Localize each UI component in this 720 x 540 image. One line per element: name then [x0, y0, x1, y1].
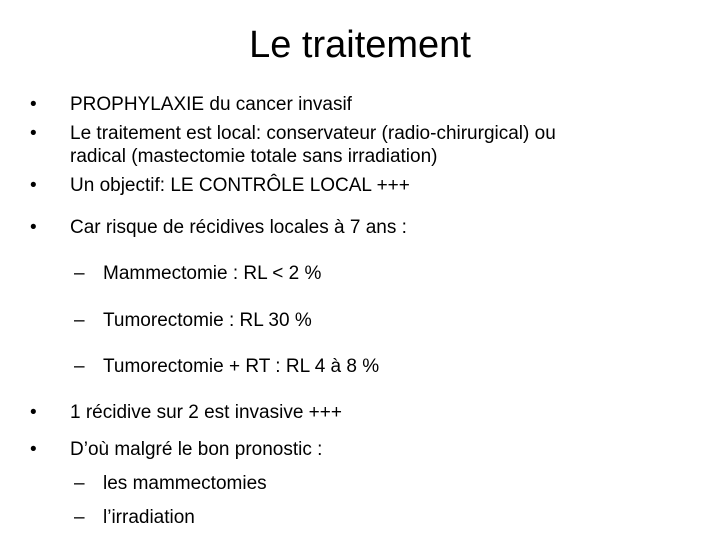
bullet-icon: •: [30, 217, 37, 238]
bullet-text: PROPHYLAXIE du cancer invasif: [70, 94, 352, 115]
bullet-icon: •: [30, 94, 37, 115]
dash-icon: –: [74, 473, 85, 494]
sub-item-text: Tumorectomie + RT : RL 4 à 8 %: [103, 356, 380, 377]
bullet-text: D’où malgré le bon pronostic :: [70, 439, 323, 460]
dash-icon: –: [74, 507, 85, 528]
dash-icon: –: [74, 263, 85, 284]
bullet-text: radical (mastectomie totale sans irradiation): [70, 146, 438, 167]
dash-icon: –: [74, 310, 85, 331]
bullet-text: Un objectif: LE CONTRÔLE LOCAL +++: [70, 175, 410, 196]
dash-icon: –: [74, 356, 85, 377]
bullet-text: Le traitement est local: conservateur (radio-chirurgical) ou: [70, 123, 556, 144]
bullet-icon: •: [30, 439, 37, 460]
slide-title: Le traitement: [249, 24, 471, 66]
bullet-icon: •: [30, 123, 37, 144]
bullet-text: 1 récidive sur 2 est invasive +++: [70, 402, 342, 423]
sub-item-text: Tumorectomie : RL 30 %: [103, 310, 312, 331]
bullet-text: Car risque de récidives locales à 7 ans :: [70, 217, 407, 238]
sub-item-text: les mammectomies: [103, 473, 267, 494]
bullet-icon: •: [30, 402, 37, 423]
bullet-icon: •: [30, 175, 37, 196]
sub-item-text: l’irradiation: [103, 507, 195, 528]
sub-item-text: Mammectomie : RL < 2 %: [103, 263, 322, 284]
